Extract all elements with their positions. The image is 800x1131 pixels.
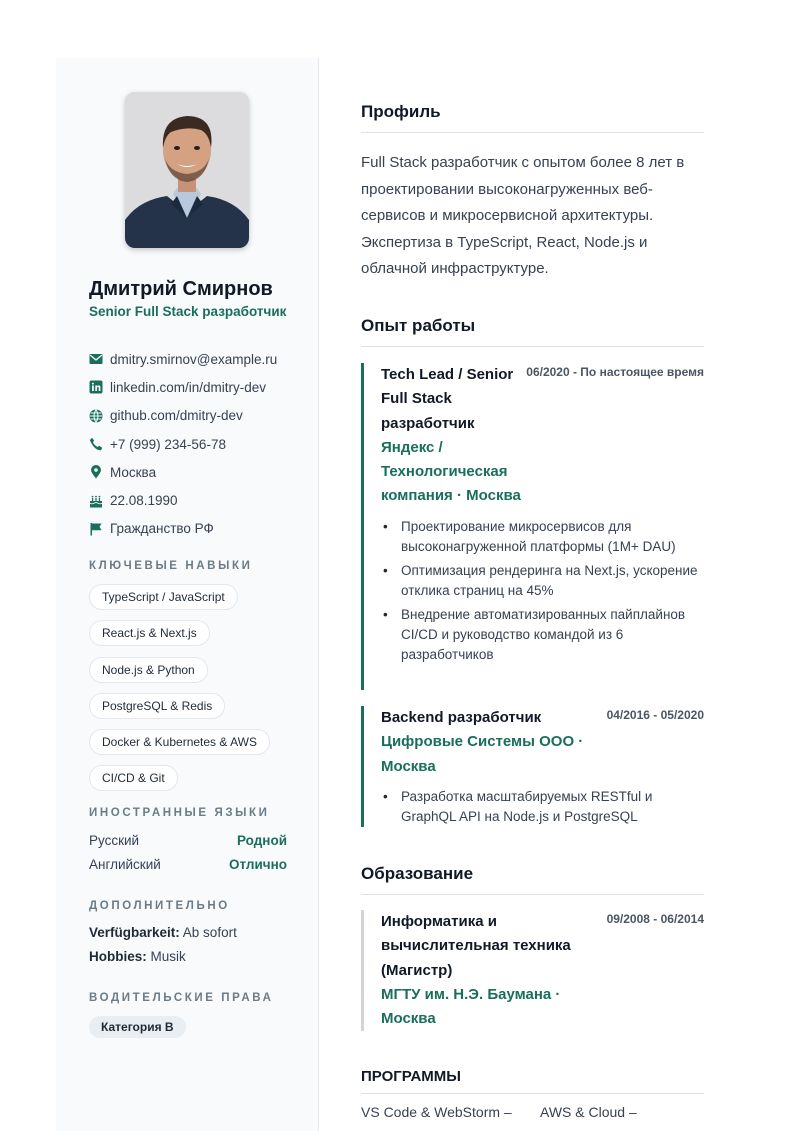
program-item: VS Code & WebStorm – — [361, 1104, 512, 1120]
contact-citizenship — [89, 515, 277, 543]
flag-icon — [89, 522, 103, 536]
job-bullet: • Оптимизация рендеринга на Next.js, ускорение отклика страниц на 45% — [381, 561, 704, 601]
education-entry — [361, 910, 704, 1031]
contact-github[interactable] — [89, 402, 277, 430]
language-level: Отлично — [228, 857, 287, 872]
job-bullet: • Внедрение автоматизированных пайплайнов CI/CD и руководство командой из 6 разработчиков — [381, 605, 704, 665]
skill-chip: Node.js & Python — [89, 657, 208, 683]
languages-heading: ИНОСТРАННЫЕ ЯЗЫКИ — [89, 807, 270, 819]
job-company-line — [381, 730, 601, 779]
contact-list — [89, 345, 277, 543]
person-role: Senior Full Stack разработчик — [89, 304, 287, 319]
birthday-cake-icon — [89, 494, 103, 508]
education-title: Информатика и вычислительная техника (Магистр) — [381, 913, 571, 979]
skill-chip: PostgreSQL & Redis — [89, 693, 225, 719]
contact-email-text: dmitry.smirnov@example.ru — [110, 351, 278, 367]
job-company-line — [381, 436, 521, 509]
profile-heading: Профиль — [361, 102, 704, 133]
hobbies-row — [89, 948, 237, 972]
contact-github-text: github.com/dmitry-dev — [110, 408, 243, 424]
sidebar — [56, 58, 319, 1131]
profile-text: Full Stack разработчик с опытом более 8 лет в проектировании высоконагруженных веб-сервисов и микросервисной архитектуры. Экспертиза в TypeScript, React, Node.js и облачной инфраструктуре. — [361, 154, 685, 277]
availability-value: Ab sofort — [182, 925, 237, 940]
language-row — [89, 832, 287, 856]
license-heading: ВОДИТЕЛЬСКИЕ ПРАВА — [89, 992, 274, 1004]
contact-city-text: Москва — [110, 464, 157, 480]
programs-heading: ПРОГРАММЫ — [361, 1068, 704, 1094]
contact-linkedin-text: linkedin.com/in/dmitry-dev — [110, 379, 267, 395]
experience-heading: Опыт работы — [361, 316, 704, 347]
language-name: Английский — [89, 857, 161, 872]
skills-heading: КЛЮЧЕВЫЕ НАВЫКИ — [89, 560, 253, 572]
contact-birthdate — [89, 486, 277, 514]
contact-email[interactable] — [89, 345, 277, 373]
language-level: Родной — [236, 833, 287, 848]
license-badge: Категория B — [89, 1016, 186, 1038]
contact-birthdate-text: 22.08.1990 — [110, 493, 178, 509]
availability-row — [89, 924, 237, 948]
contact-linkedin[interactable] — [89, 373, 277, 401]
skills-list — [89, 584, 270, 802]
education-city: Москва — [381, 1010, 436, 1028]
phone-icon — [89, 437, 103, 451]
hobbies-label: Hobbies: — [89, 949, 147, 964]
linkedin-icon — [89, 380, 103, 394]
job-dates: 06/2020 - По настоящее время — [526, 365, 704, 379]
job-bullets — [381, 517, 704, 665]
job-bullet: • Разработка масштабируемых RESTful и GraphQL API на Node.js и PostgreSQL — [381, 787, 704, 827]
job-title: Backend разработчик — [381, 709, 542, 726]
language-name: Русский — [89, 833, 140, 848]
education-heading: Образование — [361, 864, 704, 895]
map-pin-icon — [89, 465, 103, 479]
separator: · — [551, 985, 561, 1003]
job-entry — [361, 706, 704, 827]
contact-citizenship-text: Гражданство РФ — [110, 521, 214, 537]
skill-chip: CI/CD & Git — [89, 765, 178, 791]
skill-chip: TypeScript / JavaScript — [89, 584, 238, 610]
contact-phone[interactable] — [89, 430, 277, 458]
person-name: Дмитрий Смирнов — [89, 278, 273, 300]
extra-info — [89, 924, 237, 972]
hobbies-value: Musik — [150, 949, 186, 964]
job-bullets — [381, 787, 704, 827]
education-school: МГТУ им. Н.Э. Баумана — [381, 985, 552, 1003]
languages-list — [89, 832, 287, 880]
contact-phone-text: +7 (999) 234-56-78 — [110, 436, 226, 452]
extra-heading: ДОПОЛНИТЕЛЬНО — [89, 900, 230, 912]
skill-chip: Docker & Kubernetes & AWS — [89, 729, 270, 755]
language-row — [89, 856, 287, 880]
contact-city — [89, 458, 277, 486]
person-photo-illustration — [125, 92, 249, 248]
job-bullet: • Проектирование микросервисов для высоконагруженной платформы (1M+ DAU) — [381, 517, 704, 557]
profile-photo — [125, 92, 249, 248]
job-city: Москва — [381, 757, 436, 775]
job-company: Цифровые Системы ООО — [381, 733, 575, 751]
job-city: Москва — [466, 487, 521, 505]
globe-icon — [89, 409, 103, 423]
job-entry — [361, 363, 704, 690]
job-company: Яндекс / Технологическая компания — [381, 438, 508, 505]
availability-label: Verfügbarkeit: — [89, 925, 180, 940]
job-title: Tech Lead / Senior Full Stack разработчик — [381, 366, 514, 432]
program-item: AWS & Cloud – — [540, 1104, 637, 1120]
skill-chip: React.js & Next.js — [89, 620, 210, 646]
education-school-line — [381, 983, 586, 1032]
education-dates: 09/2008 - 06/2014 — [606, 912, 704, 926]
separator: · — [574, 733, 584, 751]
job-dates: 04/2016 - 05/2020 — [606, 708, 704, 722]
separator: · — [452, 487, 467, 505]
envelope-icon — [89, 352, 103, 366]
